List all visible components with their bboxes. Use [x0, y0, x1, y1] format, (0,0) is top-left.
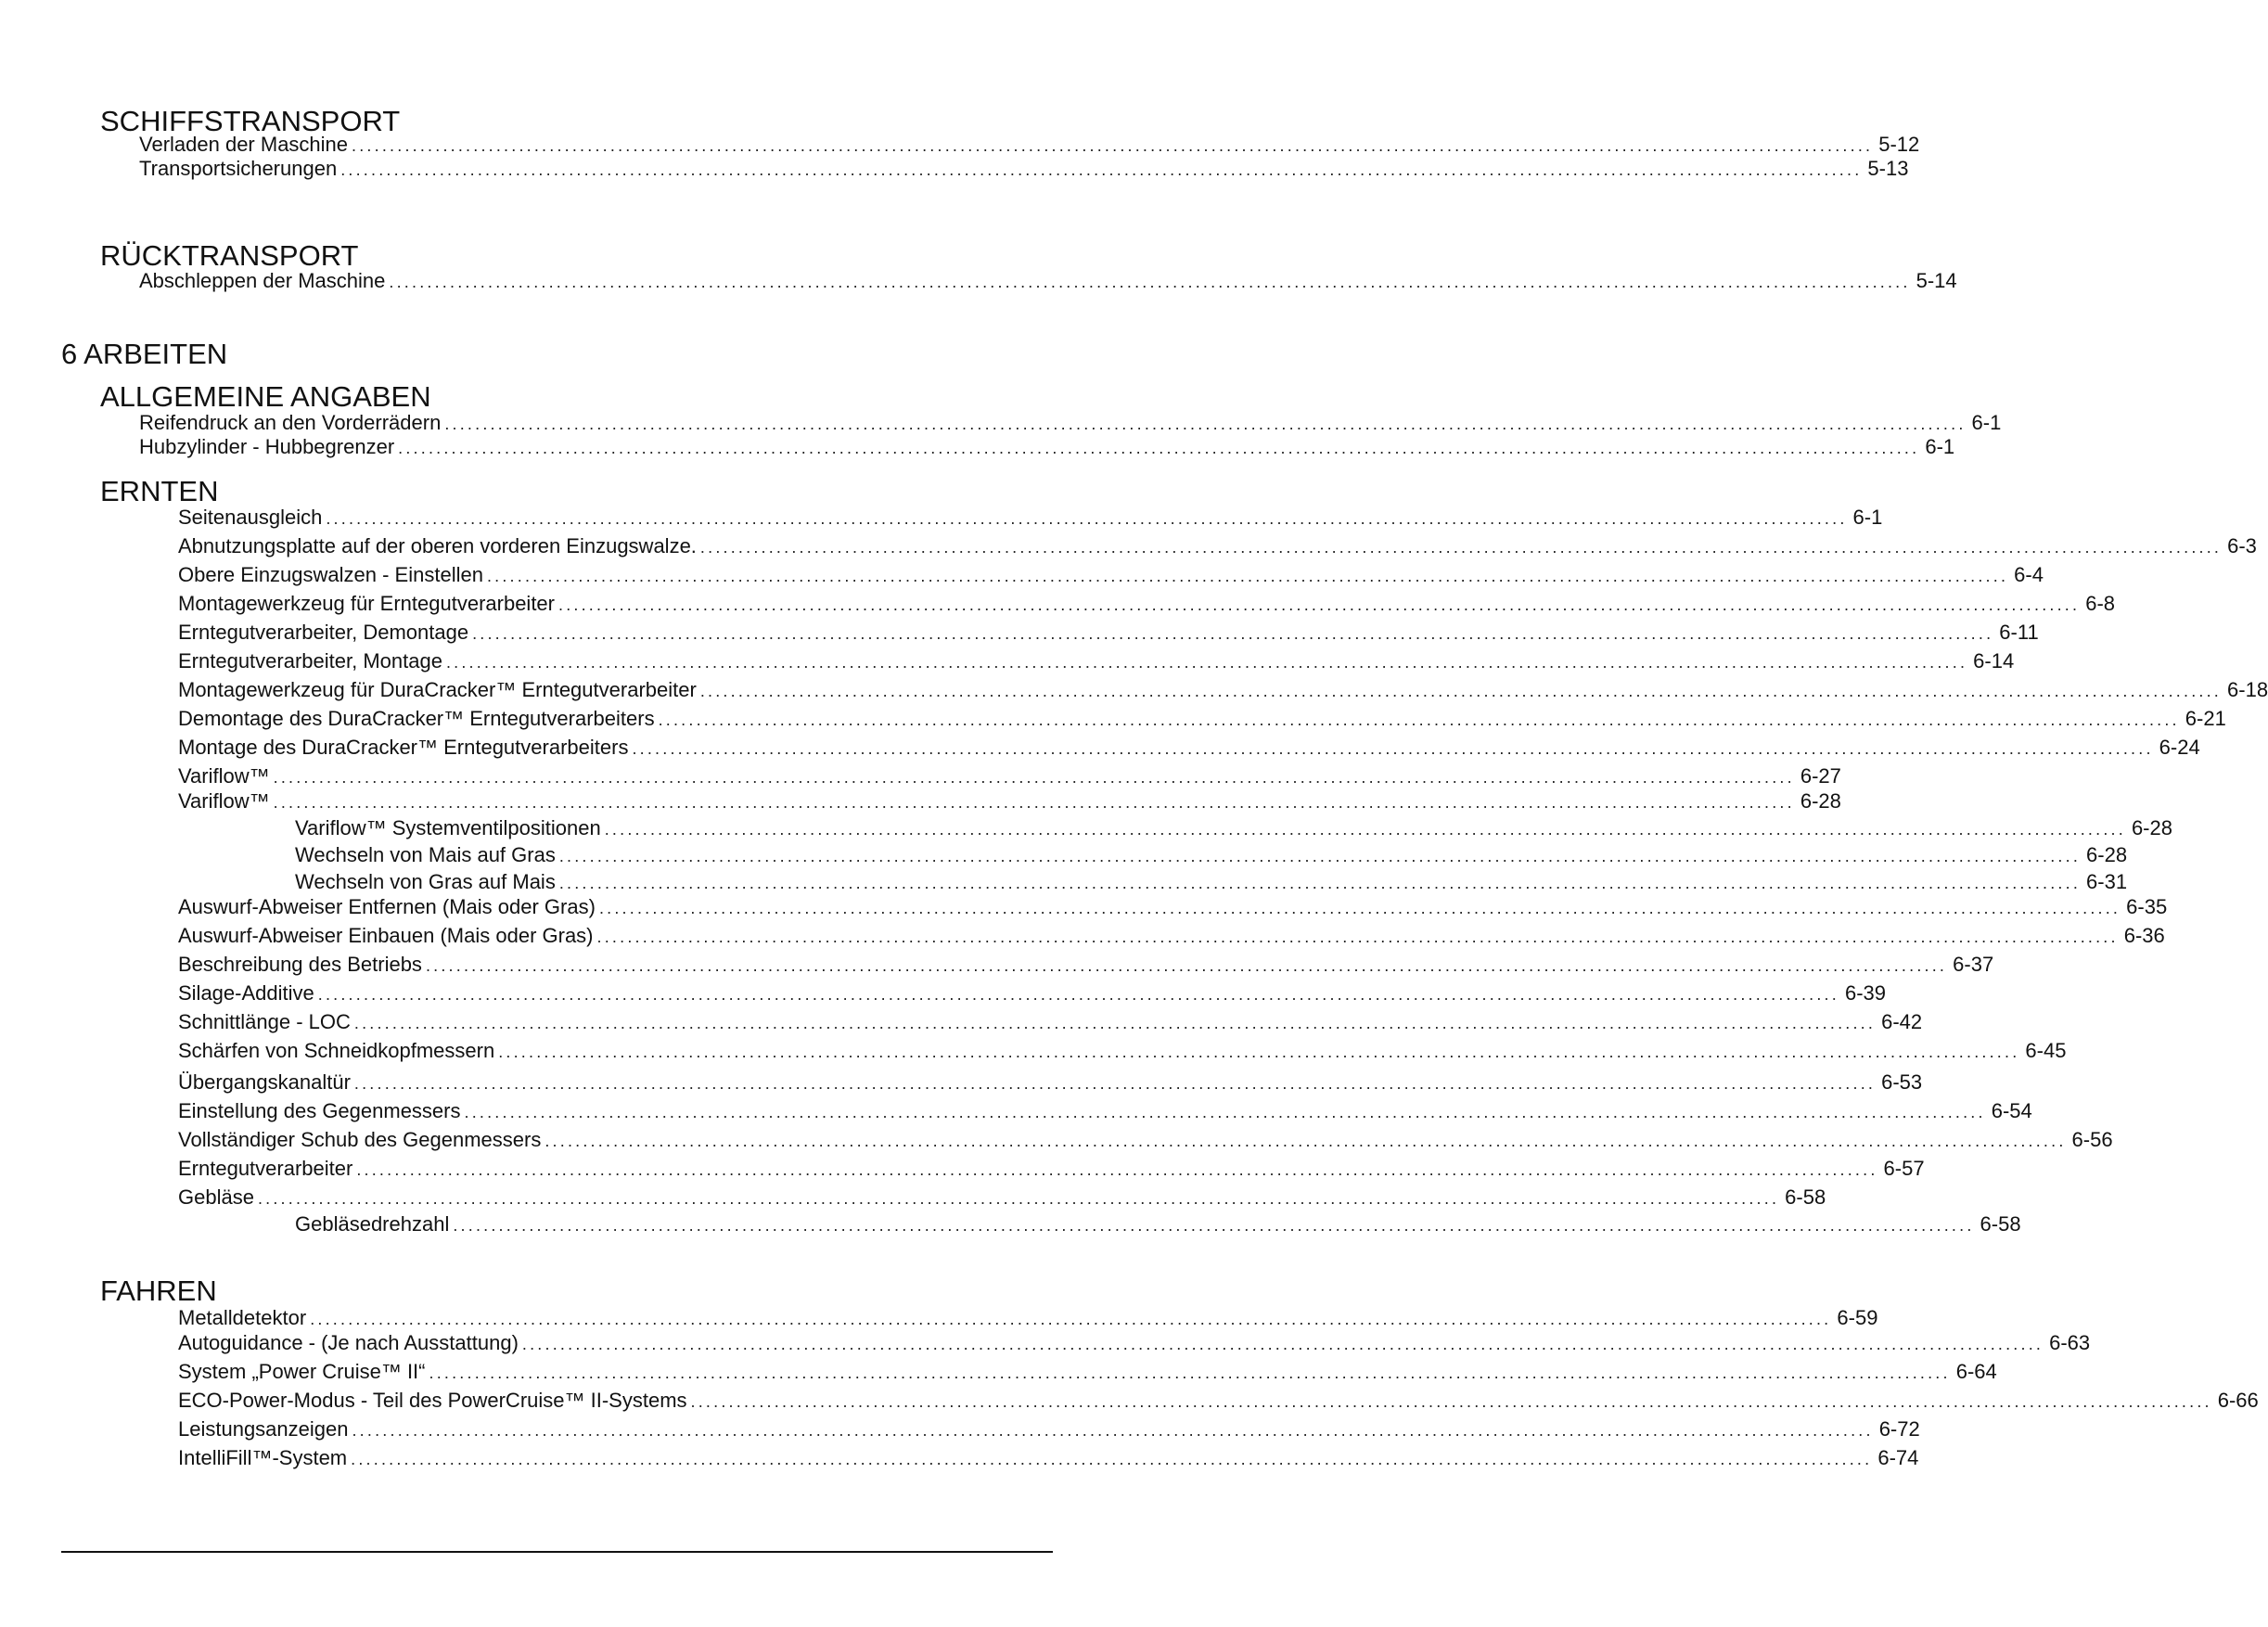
toc-entry-page: 6-66 — [2217, 1389, 2259, 1412]
toc-entry-title: Montagewerkzeug für DuraCracker™ Erntegutverarbeiter — [178, 678, 697, 701]
toc-entry-title: Wechseln von Mais auf Gras — [295, 843, 556, 866]
dot-leader: ........................................................................................................................................................................................................ — [596, 928, 2119, 946]
toc-entry[interactable] — [178, 1446, 1919, 1470]
toc-entry-title: Seitenausgleich — [178, 506, 323, 529]
dot-leader: ........................................................................................................................................................................................................ — [310, 1310, 1832, 1328]
section-heading-allgemeine-angaben: ALLGEMEINE ANGABEN — [100, 380, 431, 413]
toc-entry-page: 6-39 — [1844, 981, 1886, 1005]
toc-entry-title: Montagewerkzeug für Erntegutverarbeiter — [178, 592, 555, 615]
toc-entry-title: Transportsicherungen — [139, 157, 338, 180]
dot-leader: ........................................................................................................................................................................................................ — [486, 567, 2009, 585]
toc-entry-title: Schärfen von Schneidkopfmessern — [178, 1039, 495, 1062]
toc-entry[interactable] — [139, 133, 1920, 157]
chapter-heading: 6 ARBEITEN — [61, 338, 228, 370]
toc-entry[interactable] — [295, 1212, 2021, 1236]
dot-leader: ........................................................................................................................................................................................................ — [699, 682, 2223, 700]
toc-entry[interactable] — [139, 157, 1909, 181]
toc-entry-page: 6-58 — [1980, 1212, 2021, 1236]
toc-entry[interactable] — [139, 269, 1957, 293]
toc-entry[interactable] — [178, 789, 1841, 814]
dot-leader: ........................................................................................................................................................................................................ — [545, 1132, 2067, 1150]
toc-entry-page: 6-64 — [1955, 1360, 1997, 1383]
toc-entry-title: Metalldetektor — [178, 1306, 307, 1329]
toc-entry[interactable] — [178, 1360, 1997, 1384]
toc-entry-page: 5-14 — [1916, 269, 1957, 292]
toc-entry-page: 6-21 — [2185, 707, 2226, 730]
toc-entry-title: Variflow™ — [178, 764, 270, 788]
toc-entry-title: Autoguidance - (Je nach Ausstattung) — [178, 1331, 519, 1354]
toc-entry-title: Variflow™ Systemventilpositionen — [295, 816, 601, 839]
toc-entry-title: Demontage des DuraCracker™ Erntegutverarbeiters — [178, 707, 655, 730]
toc-entry-title: ECO-Power-Modus - Teil des PowerCruise™ II-Systems — [178, 1389, 687, 1412]
toc-entry-title: Schnittlänge - LOC — [178, 1010, 351, 1033]
section-heading-schiffstransport: SCHIFFSTRANSPORT — [100, 105, 401, 137]
toc-entry-title: Beschreibung des Betriebs — [178, 953, 422, 976]
toc-entry[interactable] — [178, 1099, 2032, 1123]
dot-leader: ........................................................................................................................................................................................................ — [453, 1216, 1975, 1235]
section-heading-fahren: FAHREN — [100, 1275, 217, 1307]
toc-entry[interactable] — [178, 534, 2257, 558]
toc-entry-page: 6-8 — [2085, 592, 2115, 615]
toc-entry[interactable] — [178, 895, 2168, 919]
dot-leader: ........................................................................................................................................................................................................ — [472, 624, 1994, 643]
toc-entry-page: 6-18 — [2227, 678, 2268, 701]
toc-entry-page: 6-3 — [2227, 534, 2257, 557]
dot-leader: ........................................................................................................................................................................................................ — [257, 1189, 1780, 1208]
toc-entry[interactable] — [139, 435, 1955, 459]
toc-entry-title: Verladen der Maschine — [139, 133, 349, 156]
toc-entry-title: Leistungsanzeigen — [178, 1417, 349, 1441]
toc-entry[interactable] — [178, 981, 1886, 1006]
toc-entry[interactable] — [295, 816, 2172, 840]
dot-leader: ........................................................................................................................................................................................................ — [398, 439, 1920, 457]
section-heading-ruecktransport: RÜCKTRANSPORT — [100, 239, 359, 272]
toc-entry[interactable] — [178, 1185, 1826, 1210]
dot-leader: ........................................................................................................................................................................................................ — [604, 820, 2126, 839]
toc-entry[interactable] — [295, 843, 2128, 867]
toc-entry-title: Gebläse — [178, 1185, 254, 1209]
dot-leader: ........................................................................................................................................................................................................ — [521, 1335, 2044, 1353]
toc-entry[interactable] — [178, 1306, 1878, 1330]
toc-entry-page: 6-58 — [1785, 1185, 1826, 1209]
toc-entry[interactable] — [178, 707, 2226, 731]
toc-entry-page: 6-59 — [1837, 1306, 1878, 1329]
toc-entry-page: 6-54 — [1991, 1099, 2032, 1122]
toc-entry-page: 6-53 — [1881, 1070, 1923, 1094]
toc-entry-page: 6-4 — [2014, 563, 2044, 586]
toc-entry-page: 6-74 — [1877, 1446, 1919, 1469]
toc-entry-title: System „Power Cruise™ II“ — [178, 1360, 426, 1383]
dot-leader: ........................................................................................................................................................................................................ — [326, 509, 1848, 528]
toc-entry[interactable] — [178, 736, 2200, 760]
section-heading-ernten: ERNTEN — [100, 475, 219, 507]
toc-entry[interactable] — [178, 1157, 1925, 1181]
toc-entry-title: Übergangskanaltür — [178, 1070, 351, 1094]
toc-entry-page: 6-28 — [2086, 843, 2128, 866]
toc-entry[interactable] — [178, 1417, 1920, 1441]
dot-leader: ........................................................................................................................................................................................................ — [558, 847, 2082, 865]
toc-entry-title: Auswurf-Abweiser Entfernen (Mais oder Gras) — [178, 895, 596, 918]
toc-entry[interactable] — [139, 411, 2002, 435]
toc-entry-page: 6-27 — [1800, 764, 1841, 788]
dot-leader: ........................................................................................................................................................................................................ — [351, 1450, 1873, 1468]
dot-leader: ........................................................................................................................................................................................................ — [352, 1421, 1874, 1440]
toc-entry-title: Variflow™ — [178, 789, 270, 813]
toc-entry-page: 6-31 — [2086, 870, 2128, 893]
toc-entry[interactable] — [178, 1070, 1923, 1095]
toc-entry-page: 6-42 — [1881, 1010, 1923, 1033]
dot-leader: ........................................................................................................................................................................................................ — [389, 273, 1911, 291]
dot-leader: ........................................................................................................................................................................................................ — [690, 1392, 2212, 1411]
toc-entry-title: Reifendruck an den Vorderrädern — [139, 411, 442, 434]
toc-entry-page: 6-24 — [2159, 736, 2200, 759]
toc-entry-page: 6-14 — [1973, 649, 2015, 673]
toc-entry[interactable] — [178, 1039, 2067, 1063]
dot-leader: ........................................................................................................................................................................................................ — [699, 538, 2223, 557]
toc-entry-page: 6-28 — [1800, 789, 1841, 813]
toc-entry-title: Silage-Additive — [178, 981, 314, 1005]
dot-leader: ........................................................................................................................................................................................................ — [598, 899, 2121, 917]
toc-entry[interactable] — [178, 924, 2165, 948]
dot-leader: ........................................................................................................................................................................................................ — [429, 1364, 1951, 1382]
toc-entry-title: Abnutzungsplatte auf der oberen vorderen Einzugswalze. — [178, 534, 697, 557]
dot-leader: ........................................................................................................................................................................................................ — [558, 596, 2081, 614]
toc-entry-page: 6-63 — [2049, 1331, 2091, 1354]
toc-entry[interactable] — [178, 506, 1883, 530]
toc-entry-page: 6-11 — [1999, 621, 2039, 644]
dot-leader: ........................................................................................................................................................................................................ — [658, 711, 2180, 729]
toc-entry[interactable] — [178, 621, 2039, 645]
toc-entry-page: 6-56 — [2071, 1128, 2113, 1151]
dot-leader: ........................................................................................................................................................................................................ — [632, 739, 2154, 758]
toc-entry[interactable] — [178, 649, 2015, 673]
dot-leader: ........................................................................................................................................................................................................ — [444, 415, 1967, 433]
dot-leader: ........................................................................................................................................................................................................ — [558, 874, 2082, 892]
toc-entry-title: Obere Einzugswalzen - Einstellen — [178, 563, 483, 586]
dot-leader: ........................................................................................................................................................................................................ — [425, 956, 1948, 975]
dot-leader: ........................................................................................................................................................................................................ — [273, 768, 1795, 787]
toc-entry-title: Gebläsedrehzahl — [295, 1212, 450, 1236]
toc-entry-page: 5-13 — [1867, 157, 1909, 180]
dot-leader: ........................................................................................................................................................................................................ — [353, 1014, 1877, 1032]
toc-entry-page: 6-35 — [2126, 895, 2168, 918]
toc-entry[interactable] — [178, 764, 1841, 788]
toc-entry-title: Auswurf-Abweiser Einbauen (Mais oder Gras) — [178, 924, 594, 947]
dot-leader: ........................................................................................................................................................................................................ — [317, 985, 1839, 1004]
toc-entry[interactable] — [178, 1128, 2113, 1152]
toc-entry[interactable] — [178, 563, 2044, 587]
footer-rule — [61, 1551, 1053, 1553]
toc-entry[interactable] — [295, 870, 2128, 894]
toc-entry-page: 6-28 — [2131, 816, 2172, 839]
dot-leader: ........................................................................................................................................................................................................ — [445, 653, 1968, 672]
toc-entry-title: Erntegutverarbeiter, Demontage — [178, 621, 469, 644]
toc-entry[interactable] — [178, 592, 2115, 616]
toc-entry-title: Erntegutverarbeiter, Montage — [178, 649, 442, 673]
toc-entry-title: IntelliFill™-System — [178, 1446, 348, 1469]
toc-entry[interactable] — [178, 1331, 2091, 1355]
toc-entry-page: 6-1 — [1852, 506, 1883, 529]
toc-entry-title: Vollständiger Schub des Gegenmessers — [178, 1128, 542, 1151]
toc-entry-page: 6-1 — [1925, 435, 1955, 458]
toc-entry[interactable] — [178, 953, 1994, 977]
toc-entry-title: Wechseln von Gras auf Mais — [295, 870, 556, 893]
toc-entry-title: Einstellung des Gegenmessers — [178, 1099, 461, 1122]
dot-leader: ........................................................................................................................................................................................................ — [498, 1043, 2020, 1061]
toc-entry[interactable] — [178, 1010, 1923, 1034]
toc-entry-page: 6-36 — [2123, 924, 2165, 947]
toc-entry-page: 6-37 — [1953, 953, 1994, 976]
dot-leader: ........................................................................................................................................................................................................ — [356, 1160, 1878, 1179]
toc-entry[interactable] — [178, 1389, 2259, 1413]
toc-entry-page: 6-1 — [1971, 411, 2002, 434]
toc-entry-page: 6-72 — [1878, 1417, 1920, 1441]
toc-entry-title: Abschleppen der Maschine — [139, 269, 386, 292]
toc-entry-page: 6-57 — [1883, 1157, 1925, 1180]
dot-leader: ........................................................................................................................................................................................................ — [353, 1074, 1877, 1093]
dot-leader: ........................................................................................................................................................................................................ — [352, 136, 1874, 155]
dot-leader: ........................................................................................................................................................................................................ — [340, 160, 1863, 179]
toc-entry-title: Erntegutverarbeiter — [178, 1157, 353, 1180]
toc-entry-title: Montage des DuraCracker™ Erntegutverarbeiters — [178, 736, 629, 759]
dot-leader: ........................................................................................................................................................................................................ — [464, 1103, 1986, 1121]
toc-entry[interactable] — [178, 678, 2268, 702]
dot-leader: ........................................................................................................................................................................................................ — [273, 793, 1795, 812]
toc-entry-page: 5-12 — [1878, 133, 1920, 156]
toc-entry-page: 6-45 — [2025, 1039, 2067, 1062]
toc-entry-title: Hubzylinder - Hubbegrenzer — [139, 435, 395, 458]
